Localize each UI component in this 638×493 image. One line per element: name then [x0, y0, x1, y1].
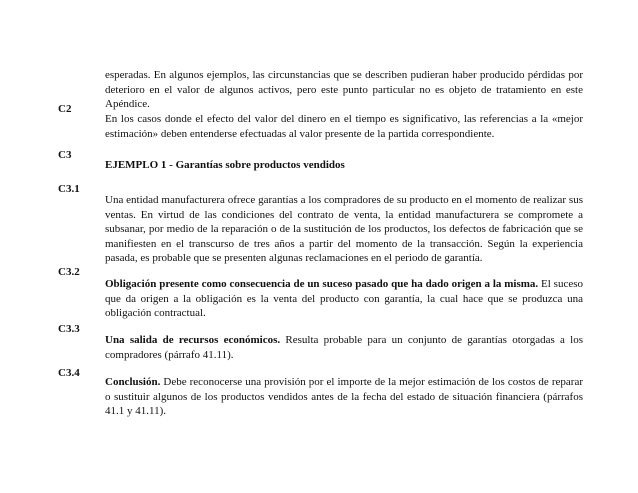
section-label-c3: C3 — [58, 149, 72, 161]
section-c3-3-body: Resulta probable para un conjunto de garantías otorgadas a los compradores (párrafo 41.11). — [105, 334, 583, 361]
section-c3-4-body: Debe reconocerse una provisión por el importe de la mejor estimación de los costos de reparar o sustituir algunos de los productos vendidos antes de la fecha del estado de situación financiera (párrafos 41.1 y 41.11). — [105, 376, 583, 418]
intro-paragraph: esperadas. En algunos ejemplos, las circunstancias que se describen pudieran haber producido pérdidas por deterioro en el valor de algunos activos, pero este punto particular no es objeto de tratamiento en este Apéndice. — [105, 69, 583, 111]
section-label-c2: C2 — [58, 103, 72, 115]
section-label-c3-2: C3.2 — [58, 266, 80, 278]
section-c3-2-paragraph — [105, 277, 583, 321]
section-c3-4-lead: Conclusión. — [105, 376, 161, 388]
example-heading: EJEMPLO 1 - Garantías sobre productos vendidos — [105, 159, 345, 171]
section-c3-1-paragraph: Una entidad manufacturera ofrece garantías a los compradores de su producto en el momento de realizar sus ventas. En virtud de las condiciones del contrato de venta, la entidad manufacturera se compromete a subsanar, por medio de la reparación o de la sustitución de los productos, los defectos de fabricación que se manifiesten en el transcurso de tres años a partir del momento de la transacción. Según la experiencia pasada, es probable que se presenten algunas reclamaciones en el periodo de garantía. — [105, 194, 583, 265]
section-label-c3-1: C3.1 — [58, 183, 80, 195]
section-c3-2-lead: Obligación presente como consecuencia de un suceso pasado que ha dado origen a la misma. — [105, 278, 539, 290]
section-c3-3-lead: Una salida de recursos económicos. — [105, 334, 281, 346]
section-label-c3-4: C3.4 — [58, 367, 80, 379]
section-c3-3-paragraph — [105, 333, 583, 362]
section-c3-2-body: El suceso que da origen a la obligación es la venta del producto con garantía, la cual hace que se produzca una obligación contractual. — [105, 278, 583, 320]
section-c3-4-paragraph — [105, 375, 583, 419]
section-c2-paragraph: En los casos donde el efecto del valor del dinero en el tiempo es significativo, las referencias a la «mejor estimación» deben entenderse efectuadas al valor presente de la partida correspondiente. — [105, 113, 583, 140]
section-label-c3-3: C3.3 — [58, 323, 80, 335]
